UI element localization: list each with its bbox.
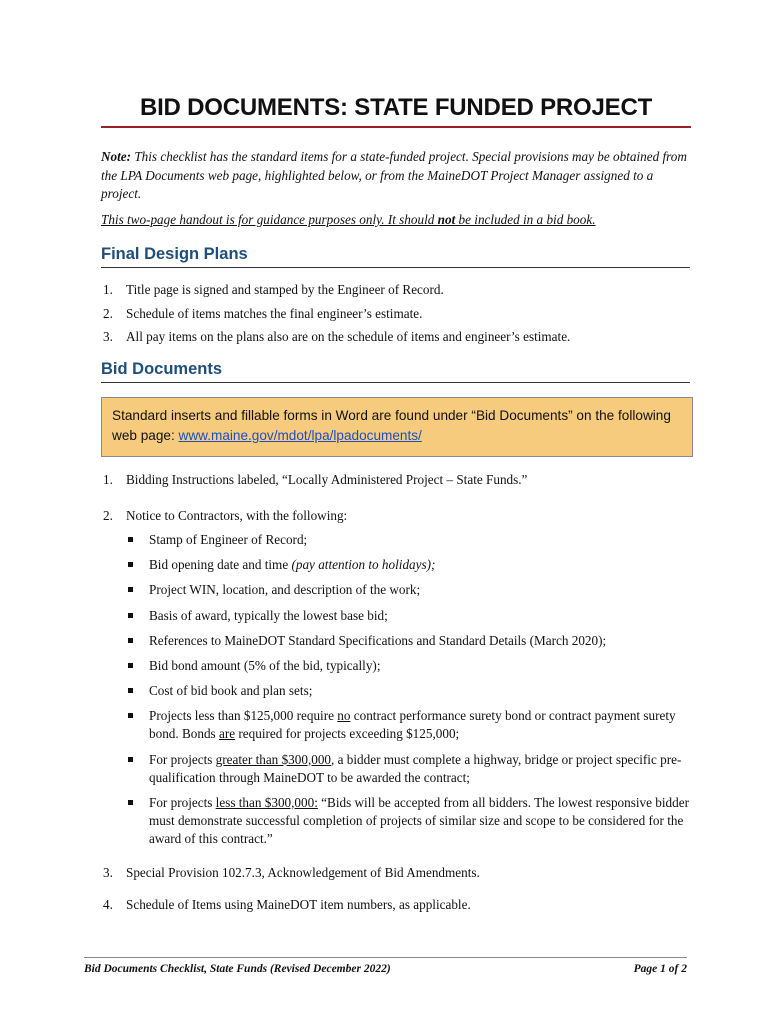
footer-page-number: Page 1 of 2 — [633, 963, 687, 975]
handout-text-after: be included in a bid book. — [455, 212, 596, 227]
list-item — [101, 278, 691, 302]
page-footer — [84, 963, 687, 975]
item-number: 2. — [103, 305, 113, 321]
bullet-underlined: are — [218, 726, 236, 742]
note-text: This checklist has the standard items for a state-funded project. Special provisions may be obtained from the LPA Documents web page, highlighted below, or from the MaineDOT Project Manager assigned to a project. — [101, 149, 687, 201]
bid-documents-callout — [101, 397, 693, 457]
bullet-item: Basis of award, typically the lowest base bid; — [126, 607, 691, 625]
bid-documents-list — [101, 471, 691, 914]
list-item — [101, 325, 691, 349]
callout-text: Standard inserts and fillable forms in Word are found under “Bid Documents” on the following web page: — [112, 408, 671, 443]
title-divider — [101, 126, 691, 128]
handout-text-before: This two-page handout is for guidance purposes only. It should — [101, 212, 438, 227]
lpa-documents-link[interactable]: www.maine.gov/mdot/lpa/lpadocuments/ — [178, 427, 422, 443]
bullet-text: For projects — [149, 794, 216, 810]
item-number: 3. — [103, 329, 113, 344]
section-heading-final-design: Final Design Plans — [101, 245, 690, 268]
bullet-item: Cost of bid book and plan sets; — [126, 682, 691, 700]
item-text: Schedule of Items using MaineDOT item numbers, as applicable. — [126, 896, 471, 912]
bullet-text: Bid opening date and time — [149, 557, 292, 573]
item-number: 3. — [103, 864, 113, 880]
handout-disclaimer — [101, 212, 695, 228]
list-item — [101, 896, 691, 914]
bullet-item: Stamp of Engineer of Record; — [126, 531, 691, 549]
handout-emphasis: not — [437, 212, 456, 227]
list-item — [101, 471, 691, 489]
list-item — [101, 507, 691, 848]
bullet-text: Projects less than $125,000 require — [149, 708, 338, 724]
item-text: Special Provision 102.7.3, Acknowledgement of Bid Amendments. — [126, 864, 480, 880]
bullet-underlined: less than $300,000: — [215, 794, 318, 810]
item-text: Bidding Instructions labeled, “Locally Administered Project – State Funds.” — [126, 472, 528, 487]
list-item — [101, 864, 691, 882]
bullet-item: Project WIN, location, and description of the work; — [126, 581, 691, 599]
item-text: Schedule of items matches the final engineer’s estimate. — [126, 305, 423, 321]
bullet-item — [126, 707, 691, 743]
item-number: 1. — [103, 282, 113, 297]
note-label: Note: — [101, 149, 132, 164]
bullet-text: “Bids will be accepted from all bidders. The lowest responsive bidder must demonstrate successful completion of projects of similar size and scope to be considered for the award of this contract.” — [149, 794, 689, 846]
bullet-text: required for projects exceeding $125,000; — [235, 726, 460, 742]
bullet-underlined: no — [337, 708, 351, 724]
list-item — [101, 302, 691, 326]
item-text: Notice to Contractors, with the following: — [126, 508, 348, 523]
item-number: 2. — [103, 508, 113, 523]
item-text: Title page is signed and stamped by the Engineer of Record. — [126, 282, 444, 297]
bullet-item: Bid bond amount (5% of the bid, typically); — [126, 657, 691, 675]
bullet-item — [126, 751, 691, 787]
final-design-list — [101, 278, 691, 349]
item-text: All pay items on the plans also are on the schedule of items and engineer’s estimate. — [126, 329, 571, 344]
section-heading-bid-documents: Bid Documents — [101, 360, 690, 383]
bullet-italic: (pay attention to holidays); — [291, 557, 436, 573]
bullet-underlined: greater than $300,000 — [215, 751, 332, 767]
bullet-item — [126, 556, 691, 574]
bullet-item — [126, 794, 691, 848]
item-number: 4. — [103, 896, 113, 912]
bullet-item: References to MaineDOT Standard Specifications and Standard Details (March 2020); — [126, 632, 691, 650]
bullet-text: contract performance surety bond or contract payment surety bond. Bonds — [149, 708, 676, 742]
page-title: BID DOCUMENTS: STATE FUNDED PROJECT — [139, 94, 653, 121]
item-number: 1. — [103, 472, 113, 487]
footer-document-title: Bid Documents Checklist, State Funds (Revised December 2022) — [84, 963, 391, 975]
bullet-text: , a bidder must complete a highway, bridge or project specific pre-qualification through MaineDOT to be awarded the contract; — [149, 751, 682, 785]
footer-divider — [84, 957, 687, 958]
bullet-text: For projects — [149, 751, 216, 767]
notice-bullet-list — [126, 531, 691, 848]
note-paragraph — [101, 148, 695, 204]
